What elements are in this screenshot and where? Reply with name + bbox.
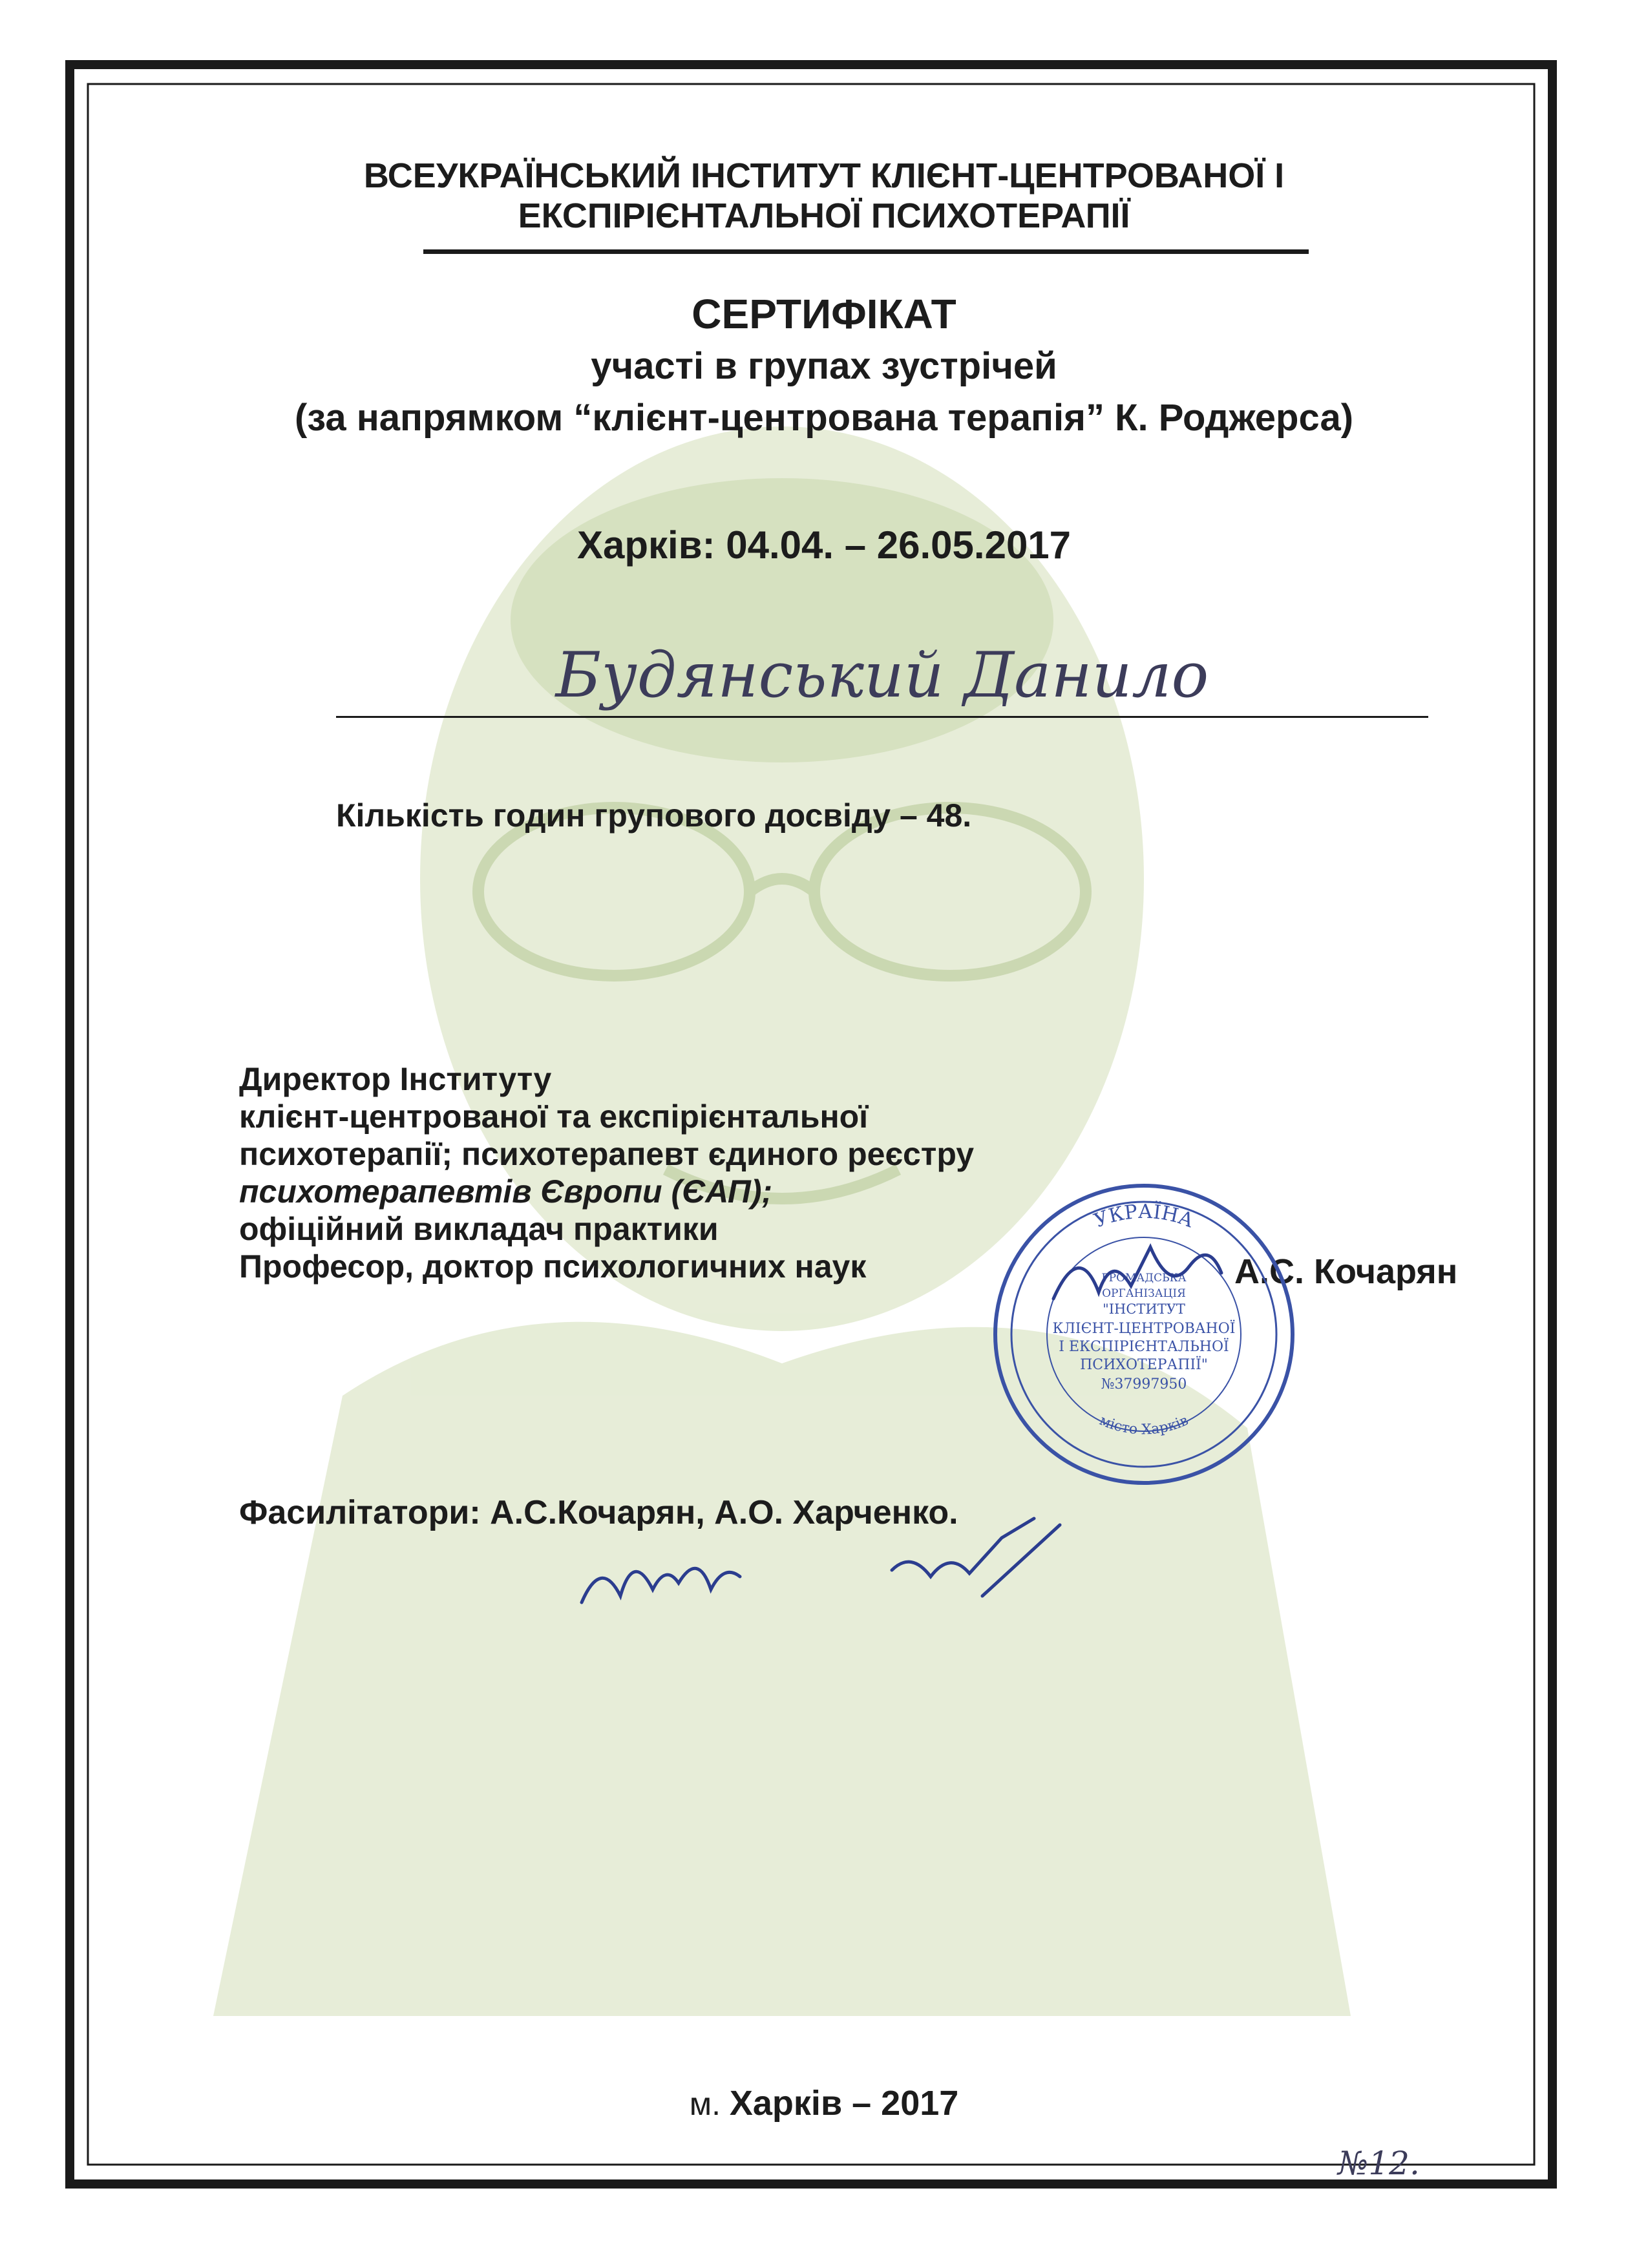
official-stamp <box>982 1173 1305 1496</box>
stamp-line-6: ПСИХОТЕРАПІЇ" <box>1080 1357 1208 1373</box>
stamp-line-2: ОРГАНІЗАЦІЯ <box>1102 1287 1186 1300</box>
director-name: А.С. Кочарян <box>1234 1252 1458 1291</box>
stamp-line-4: КЛІЄНТ-ЦЕНТРОВАНОЇ <box>1052 1321 1236 1337</box>
director-line-6: Професор, доктор психологичних наук <box>239 1248 867 1285</box>
stamp-line-3: "ІНСТИТУТ <box>1103 1301 1185 1317</box>
location-dates: Харків: 04.04. – 26.05.2017 <box>576 523 1072 567</box>
certificate-title: СЕРТИФІКАТ <box>692 291 956 337</box>
stamp-line-7: №37997950 <box>1101 1376 1187 1392</box>
director-line-1: Директор Інституту <box>239 1061 552 1097</box>
director-line-2: клієнт-центрованої та експірієнтальної <box>239 1098 869 1135</box>
director-line-3: психотерапії; психотерапевт єдиного реєстру <box>239 1136 975 1172</box>
footer-city-year <box>0 2084 1648 2123</box>
footer-prefix: м. <box>689 2086 721 2122</box>
director-signature <box>1041 1228 1234 1318</box>
heading-divider <box>423 249 1309 254</box>
facilitators: Фасилітатори: А.С.Кочарян, А.О. Харченко. <box>239 1494 958 1531</box>
recipient-name-underline <box>336 716 1428 718</box>
recipient-name: Будянський Данило <box>555 639 1209 711</box>
director-line-4: психотерапевтів Європи (ЄАП); <box>239 1173 773 1210</box>
handwritten-number: №12. <box>1338 2145 1420 2182</box>
group-hours: Кількість годин групового досвіду – 48. <box>336 797 972 834</box>
stamp-line-5: І ЕКСПІРІЄНТАЛЬНОЇ <box>1059 1339 1229 1355</box>
stamp-line-1: ГРОМАДСЬКА <box>1101 1272 1187 1285</box>
facilitator-signature-1 <box>575 1538 750 1615</box>
institute-name-line2: ЕКСПІРІЄНТАЛЬНОЇ ПСИХОТЕРАПІЇ <box>518 196 1130 235</box>
certificate-subtitle-1: участі в групах зустрічей <box>591 345 1057 387</box>
stamp-top-text: УКРАЇНА <box>1091 1200 1197 1233</box>
footer-city-year-text: Харків – 2017 <box>729 2084 959 2123</box>
stamp-bottom-text: місто Харків <box>1097 1412 1191 1438</box>
certificate-subtitle-2: (за напрямком “клієнт-центрована терапія” К. Роджерса) <box>294 397 1354 439</box>
institute-name-line1: ВСЕУКРАЇНСЬКИЙ ІНСТИТУТ КЛІЄНТ-ЦЕНТРОВАНОЇ І <box>363 156 1285 195</box>
facilitator-signature-2 <box>885 1512 1066 1609</box>
director-line-5: офіційний викладач практики <box>239 1211 719 1247</box>
